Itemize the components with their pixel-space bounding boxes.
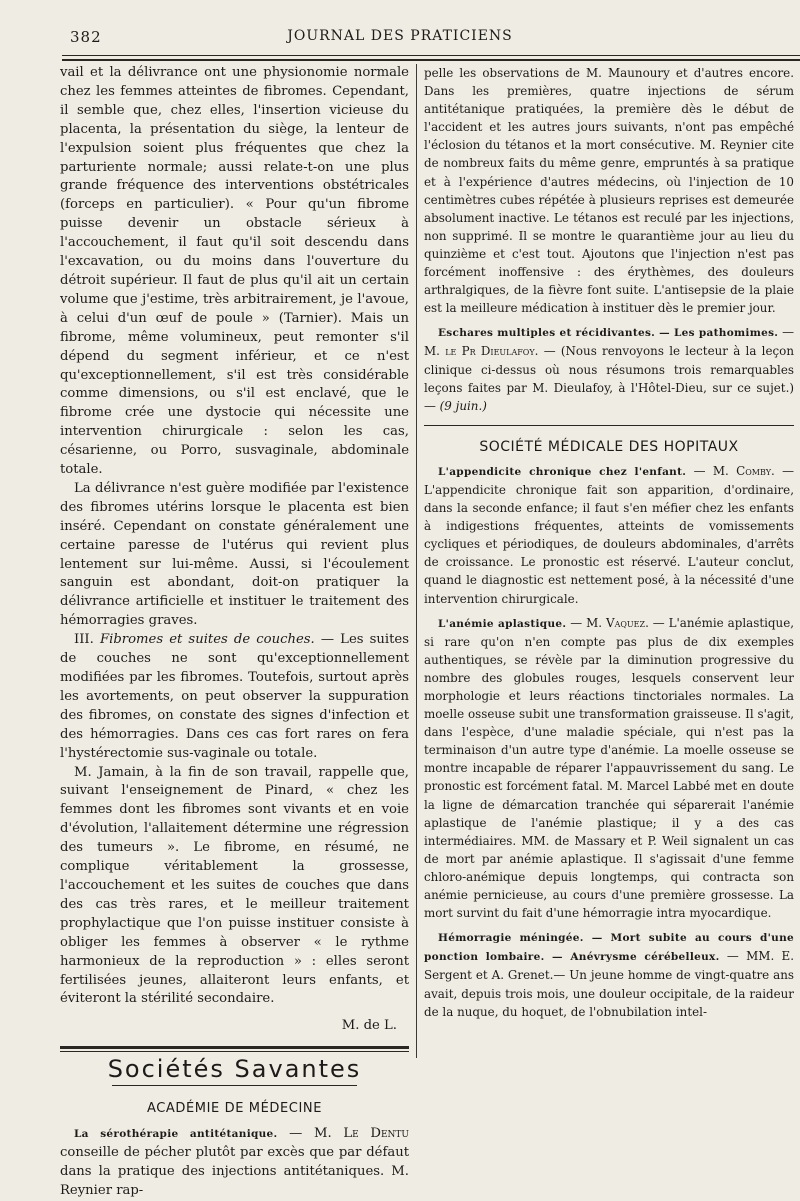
entry-author: — M. Vaquez. bbox=[566, 615, 649, 630]
section-number: III. bbox=[74, 632, 94, 648]
entry-subhead: La sérothérapie antitétanique. bbox=[74, 1128, 278, 1141]
paragraph-jamain: M. Jamain, à la fin de son travail, rappelle que, suivant l'enseignement de Pinard, « chez les femmes dont les fibromes sont vivants et en voie d'évolution, l'allaitement détermine une régression des tumeurs ». Le fibrome, en résumé, ne complique véritablement la grossesse, l'accouchement et les suites de couches que dans des cas très rares, et le meilleur traitement prophylactique que l'on puisse instituer consiste à obliger les femmes à observer « le rythme harmonieux de la reproduction » : elles seront fertilisées jeunes, allaiteront leurs enfants, et éviteront la stérilité secondaire. bbox=[60, 764, 409, 1007]
entry-author: M. Le Dentu bbox=[314, 1126, 410, 1142]
entry-anemie-aplastique bbox=[424, 614, 794, 923]
section-text: — Les suites de couches ne sont qu'exceptionnellement modifiées par les fibromes. Toutefois, surtout après les avortements, on peut observer la suppuration des fibromes, on constate des signes d'infection et des hémorragies. Dans ces cas fort rares on fera l'hystérectomie sus-vaginale ou totale. bbox=[60, 632, 409, 761]
divider-thick bbox=[60, 1046, 409, 1049]
entry-date: (9 juin.) bbox=[439, 398, 487, 413]
entry-appendicite bbox=[424, 462, 794, 608]
entry-subhead: Hémorragie méningée. — Mort subite au cours d'une ponction lombaire. — Anévrysme cérébelleux. bbox=[424, 932, 794, 964]
entry-text: L'appendicite chronique fait son apparition, d'ordinaire, dans la seconde enfance; il faut s'en méfier chez les enfants à indigestions fréquentes, atteints de vomissements cycliques et périodiques, de douleurs abdominales, d'arrêts de croissance. Le pronostic est réservé. L'auteur conclut, quand le diagnostic est nettement posé, à la nécessité d'une intervention chirurgicale. bbox=[424, 482, 794, 606]
paragraph-delivery-physiognomy: vail et la délivrance ont une physionomie normale chez les femmes atteintes de fibromes. Cependant, il semble que, chez elles, l'insertion vicieuse du placenta, la présentation du siège, la lenteur de l'expulsion soient plus fréquentes que chez la parturiente normale; aussi relate-t-on une plus grande fréquence des interventions obstétricales (forceps en particulier). « Pour qu'un fibrome puisse devenir un obstacle sérieux à l'accouchement, il faut qu'il soit descendu dans l'excavation, ou du moins dans l'ouverture du détroit supérieur. Il faut de plus qu'il ait un certain volume que j'estime, très arbitrairement, je l'avoue, à celui d'un œuf de poule » (Tarnier). Mais un fibrome, même volumineux, peut remonter s'il dépend du segment inférieur, et ce n'est qu'exceptionnellement, s'il est très considérable comme dimensions, ou s'il est enclavé, que le fibrome crée une dystocie qui nécessite une intervention chirurgicale : selon les cas, césarienne, ou Porro, susvaginale, abdominale totale. bbox=[60, 65, 409, 478]
section-title-fibromes: Fibromes et suites de couches. bbox=[99, 632, 315, 648]
page-number: 382 bbox=[70, 28, 102, 46]
section-divider bbox=[424, 425, 794, 426]
journal-title: JOURNAL DES PRATICIENS bbox=[287, 28, 513, 44]
societes-savantes-heading: Sociétés Savantes bbox=[107, 1055, 362, 1084]
entry-author: — M. le Pr Dieulafoy. bbox=[424, 325, 795, 359]
societe-medicale-heading: SOCIÉTÉ MÉDICALE DES HOPITAUX bbox=[479, 438, 739, 455]
author-signature: M. de L. bbox=[341, 1018, 397, 1034]
paragraph-suites-de-couches bbox=[60, 631, 409, 763]
right-column bbox=[424, 64, 794, 1021]
entry-text: conseille de pécher plutôt par excès que par défaut dans la pratique des injections antitétaniques. M. Reynier rap- bbox=[60, 1144, 409, 1198]
entry-hemorragie-meningee bbox=[424, 928, 794, 1020]
entry-subhead: Eschares multiples et récidivantes. — Les pathomimes. bbox=[438, 327, 779, 340]
entry-subhead: L'appendicite chronique chez l'enfant. bbox=[438, 465, 687, 478]
entry-text: — L'anémie aplastique, si rare qu'on n'en compte pas plus de dix exemples authentiques, se révèle par la diminution progressive du nombre des globules rouges, lesquels conservent leur morphologie et leurs réactions tinctoriales normales. La moelle osseuse subit une transformation graisseuse. Il s'agit, dans l'espèce, d'une maladie spéciale, qui n'est pas la terminaison d'un autre type d'anémie. La moelle osseuse se montre incapable de réparer l'appauvrissement du sang. Le pronostic est forcément fatal. M. Marcel Labbé met en doute la ligne de démarcation tranchée qui séparerait l'anémie aplastique de l'anémie plastique; il y a des cas intermédiaires. MM. de Massary et P. Weil signalent un cas de mort par anémie aplastique. Il s'agissait d'une femme chloro-anémique depuis longtemps, qui contracta son anémie pernicieuse, au cours d'une première grossesse. La mort survint du fait d'une hémorragie intra myocardique. bbox=[424, 615, 795, 921]
header-rule bbox=[62, 55, 800, 56]
heading-underline bbox=[112, 1085, 356, 1086]
entry-serotherapie: La sérothérapie antitétanique. — M. Le Dentu conseille de pécher plutôt par excès que par défaut dans la pratique des injections antitétaniques. M. Reynier rap- bbox=[60, 1126, 410, 1198]
divider-thin bbox=[60, 1051, 409, 1052]
paragraph-delivrance: La délivrance n'est guère modifiée par l'existence des fibromes utérins lorsque le placenta est bien inséré. Cependant on constate généralement une certaine paresse de l'utérus qui revient plus lentement sur lui-même. Aussi, si l'écoulement sanguin est abondant, doit-on pratiquer la délivrance artificielle et instituer le traitement des hémorragies graves. bbox=[60, 480, 409, 629]
societes-savantes-block bbox=[60, 1046, 409, 1200]
academie-heading: ACADÉMIE DE MÉDECINE bbox=[146, 1101, 323, 1117]
entry-subhead: L'anémie aplastique. bbox=[438, 617, 567, 630]
running-head bbox=[0, 28, 800, 50]
entry-eschares bbox=[424, 323, 794, 414]
header-rule-thick bbox=[62, 59, 800, 61]
entry-author: — M. Comby. — bbox=[693, 463, 795, 478]
paragraph-reynier: pelle les observations de M. Maunoury et d'autres encore. Dans les premières, quatre injections de sérum antitétanique pratiquées, la première dès le début de l'accident et les autres jours suivants, n'ont pas empêché l'éclosion du tétanos et la mort consécutive. M. Reynier cite de nombreux faits du même genre, empruntés à sa pratique et à l'expérience d'autres médecins, où l'injection de 10 centimètres cubes répétée à plusieurs reprises est demeurée absolument inactive. Le tétanos est reculé par les injections, non supprimé. Il se montre le quarantième jour au lieu du quinzième et c'est tout. Ajoutons que l'injection n'est pas forcément inoffensive : des érythèmes, des douleurs arthralgiques, de la fièvre font suite. L'antisepsie de la plaie est la meilleure médication à instituer dès le premier jour. bbox=[424, 66, 794, 316]
entry-text: — (Nous renvoyons le lecteur à la leçon clinique ci-dessus où nous résumons trois remarquables leçons faites par M. Dieulafoy, à l'Hôtel-Dieu, sur ce sujet.) — bbox=[424, 344, 794, 413]
entry-text: — MM. E. Sergent et A. Grenet.— Un jeune homme de vingt-quatre ans avait, depuis trois mois, une douleur occipitale, de la raideur de la nuque, du hoquet, de l'obnubilation intel- bbox=[424, 949, 795, 1019]
left-column bbox=[60, 64, 409, 1201]
column-divider bbox=[416, 64, 417, 1058]
